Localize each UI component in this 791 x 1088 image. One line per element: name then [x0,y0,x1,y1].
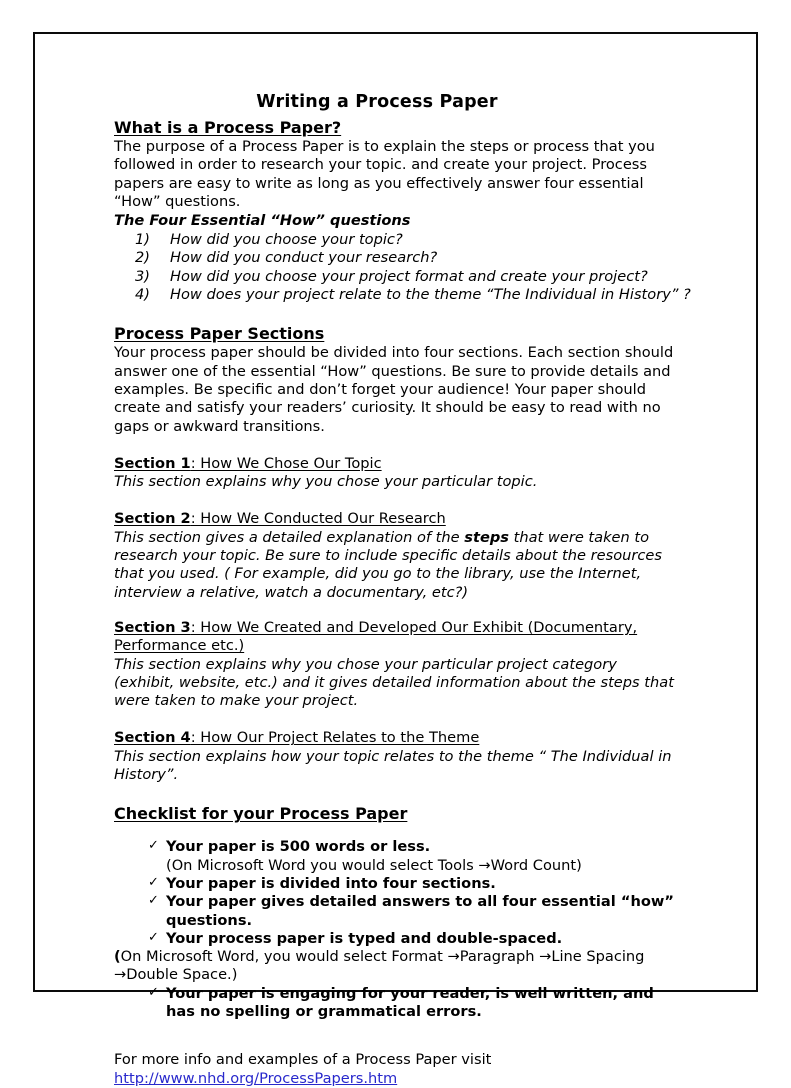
heading-checklist: Checklist for your Process Paper [114,804,408,824]
checkmark-icon: ✓ [148,984,159,1000]
list-item-label: How did you conduct your research? [170,249,438,267]
section-body [114,529,680,602]
section-title: : How We Created and Developed Our Exhibit (Documentary, Performance etc.) [114,618,638,655]
footer-info-line [114,1051,680,1088]
section-body [114,473,680,491]
list-item [114,231,680,249]
document-content [114,92,691,1088]
section-body-text: This section gives a detailed explanation of the [114,528,465,546]
section-body [114,748,680,785]
section-heading-row [114,453,680,473]
checklist-item-label: Your paper is engaging for your reader, is well written, and has no spelling or grammatical errors. [166,984,654,1020]
heading-four-essential-how-questions: The Four Essential “How” questions [114,212,411,230]
section-body-text: This section explains why you chose your particular project category (exhibit, website, etc.) and it gives detailed information about the steps that were taken to make your project. [114,655,674,710]
document-page [33,32,758,1087]
section-block-4 [114,727,680,784]
list-item [114,286,691,304]
checklist-item [114,985,680,1022]
section-heading [114,729,479,747]
checklist-item [114,893,680,930]
spacer [114,304,680,324]
list-item-number: 4) [135,286,150,304]
list-item [114,268,680,286]
how-questions-list [114,231,691,304]
checklist-item-label: Your process paper is typed and double-spaced. [166,929,563,947]
section-label: Section 3 [114,618,191,636]
section-block-1 [114,453,680,492]
section-heading-row [114,727,680,747]
section-label: Section 4 [114,729,191,747]
checklist-list [114,838,680,1021]
checklist-item-label: Your paper is 500 words or less. [166,838,431,856]
section-title: : How We Conducted Our Research [190,510,446,528]
list-item-number: 1) [135,231,150,249]
section-heading-row [114,619,680,656]
list-item-label: How did you choose your project format and create your project? [170,267,648,285]
heading-process-paper-sections: Process Paper Sections [114,324,325,344]
list-item-label: How does your project relate to the theme “The Individual in History” ? [170,286,691,304]
spacer [114,824,680,838]
list-item [114,249,680,267]
list-item-label: How did you choose your topic? [170,231,403,249]
footer-text: For more info and examples of a Process Paper visit [114,1051,492,1069]
checklist-item [114,838,680,856]
note-lead-paren: ( [114,948,121,966]
checkmark-icon: ✓ [148,838,159,854]
checklist-item-label: Your paper gives detailed answers to all four essential “how” questions. [166,893,674,929]
section-block-3 [114,619,680,710]
section-body [114,656,680,711]
checklist-note-label: On Microsoft Word, you would select Format →Paragraph →Line Spacing →Double Space.) [114,948,645,984]
checkmark-icon: ✓ [148,929,159,945]
checkmark-icon: ✓ [148,893,159,909]
section-title: : How We Chose Our Topic [190,454,382,472]
section-body-text: This section explains how your topic relates to the theme “ The Individual in History”. [114,747,672,784]
checklist-item-label: Your paper is divided into four sections. [166,874,496,892]
list-item-number: 3) [135,267,150,285]
section-block-2 [114,508,680,601]
section-heading [114,510,446,528]
section-body-text: This section explains why you chose your particular topic. [114,473,538,491]
sections-overview-paragraph: Your process paper should be divided into four sections. Each section should answer one of the essential “How” questions. Be sure to provide details and examples. Be specific and don’t forget your audience! Your paper should create and satisfy your readers’ curiosity. It should be easy to read with no gaps or awkward transitions. [114,344,674,435]
section-body-text-cont: that were taken to research your topic. Be sure to include specific details about the resources that you used. ( For example, did you go to the library, use the Internet, interview a relative, watch a documentary, etc?) [114,528,663,601]
section-title: : How Our Project Relates to the Theme [190,729,480,747]
process-papers-link[interactable]: http://www.nhd.org/ProcessPapers.htm [114,1069,398,1087]
page-title: Writing a Process Paper [256,92,498,112]
section-heading [114,455,382,473]
checkmark-icon: ✓ [148,874,159,890]
spacer [114,784,680,804]
checklist-item [114,875,680,893]
section-heading-row [114,508,680,528]
section-label: Section 1 [114,454,191,472]
heading-what-is-a-process-paper: What is a Process Paper? [114,118,342,137]
section-body-emphasis: steps [464,528,509,546]
intro-paragraph: The purpose of a Process Paper is to explain the steps or process that you followed in order to research your topic. and create your project. Process papers are easy to write as long as you effectively answer four essential “How” questions. [114,138,655,210]
checklist-item [114,930,680,948]
list-item-number: 2) [135,249,150,267]
section-label: Section 2 [114,510,191,528]
checklist-note [114,948,680,985]
checklist-note: (On Microsoft Word you would select Tools →Word Count) [166,856,582,874]
section-heading [114,619,680,656]
